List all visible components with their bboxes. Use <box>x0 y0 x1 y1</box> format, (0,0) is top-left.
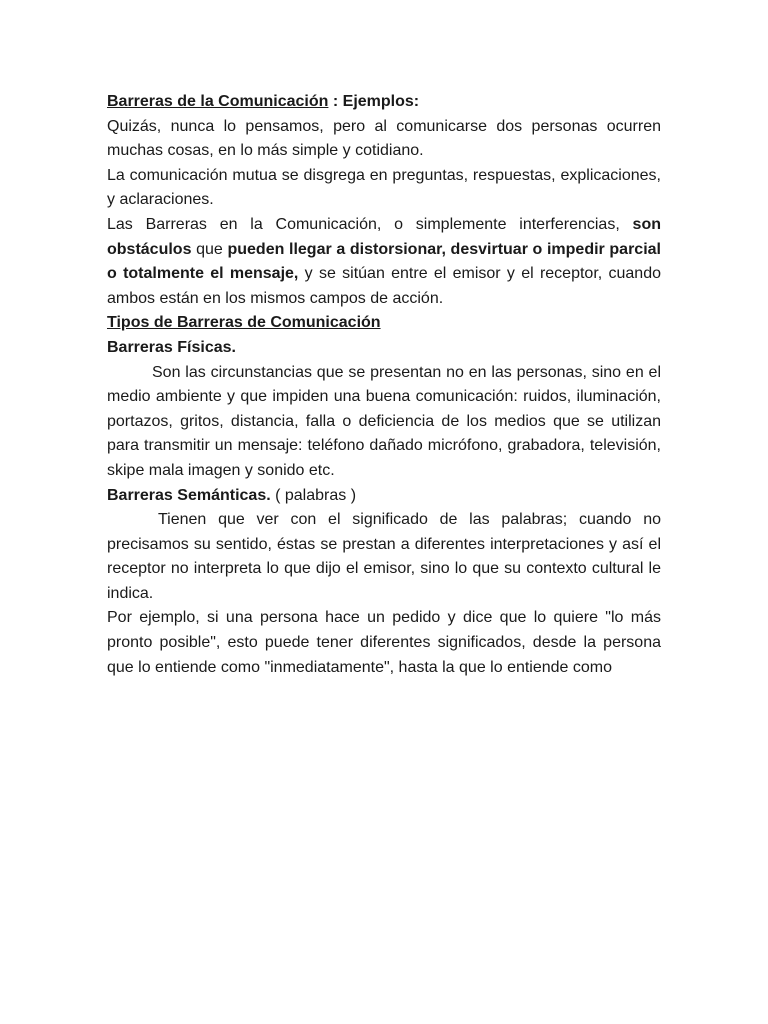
title-underlined: Barreras de la Comunicación <box>107 93 329 110</box>
definition-text-2: que <box>191 240 228 258</box>
semantic-heading-note: ( palabras ) <box>270 486 357 504</box>
definition-text-1: Las Barreras en la Comunicación, o simplemente interferencias, <box>107 215 633 233</box>
definition-text-3: y se sitúan entre el emisor y el receptor, cuando ambos están en los mismos campos de acción. <box>107 265 661 307</box>
semantic-heading-title: Barreras Semánticas. <box>107 486 271 504</box>
document-page <box>107 90 661 680</box>
semantic-heading <box>107 484 661 509</box>
types-heading: Tipos de Barreras de Comunicación <box>107 314 381 332</box>
document-title <box>107 90 661 115</box>
semantic-example: Por ejemplo, si una persona hace un pedido y dice que lo quiere "lo más pronto posible", esto puede tener diferentes significados, desde la persona que lo entiende como "inmediatamente", hasta la que lo entiende como <box>107 609 661 676</box>
intro-paragraph-1: Quizás, nunca lo pensamos, pero al comunicarse dos personas ocurren muchas cosas, en lo más simple y cotidiano. <box>107 117 661 160</box>
definition-bold-2: pueden llegar a distorsionar, desvirtuar o impedir parcial o totalmente el mensaje, <box>107 240 661 283</box>
intro-paragraph-2: La comunicación mutua se disgrega en preguntas, respuestas, explicaciones, y aclaraciones. <box>107 166 661 209</box>
physical-heading: Barreras Físicas. <box>107 338 236 356</box>
definition-bold-1: son obstáculos <box>107 215 661 258</box>
physical-body: Son las circunstancias que se presentan no en las personas, sino en el medio ambiente y que impiden una buena comunicación: ruidos, iluminación, portazos, gritos, distancia, falla o deficiencia de los medios que se utilizan para transmitir un mensaje: teléfono dañado micrófono, grabadora, televisión, skipe mala imagen y sonido etc. <box>107 363 661 479</box>
title-rest: : Ejemplos: <box>328 93 420 110</box>
definition-paragraph <box>107 213 661 311</box>
semantic-body: Tienen que ver con el significado de las palabras; cuando no precisamos su sentido, éstas se prestan a diferentes interpretaciones y así el receptor no interpreta lo que dijo el emisor, sino lo que su contexto cultural le indica. <box>107 511 661 602</box>
